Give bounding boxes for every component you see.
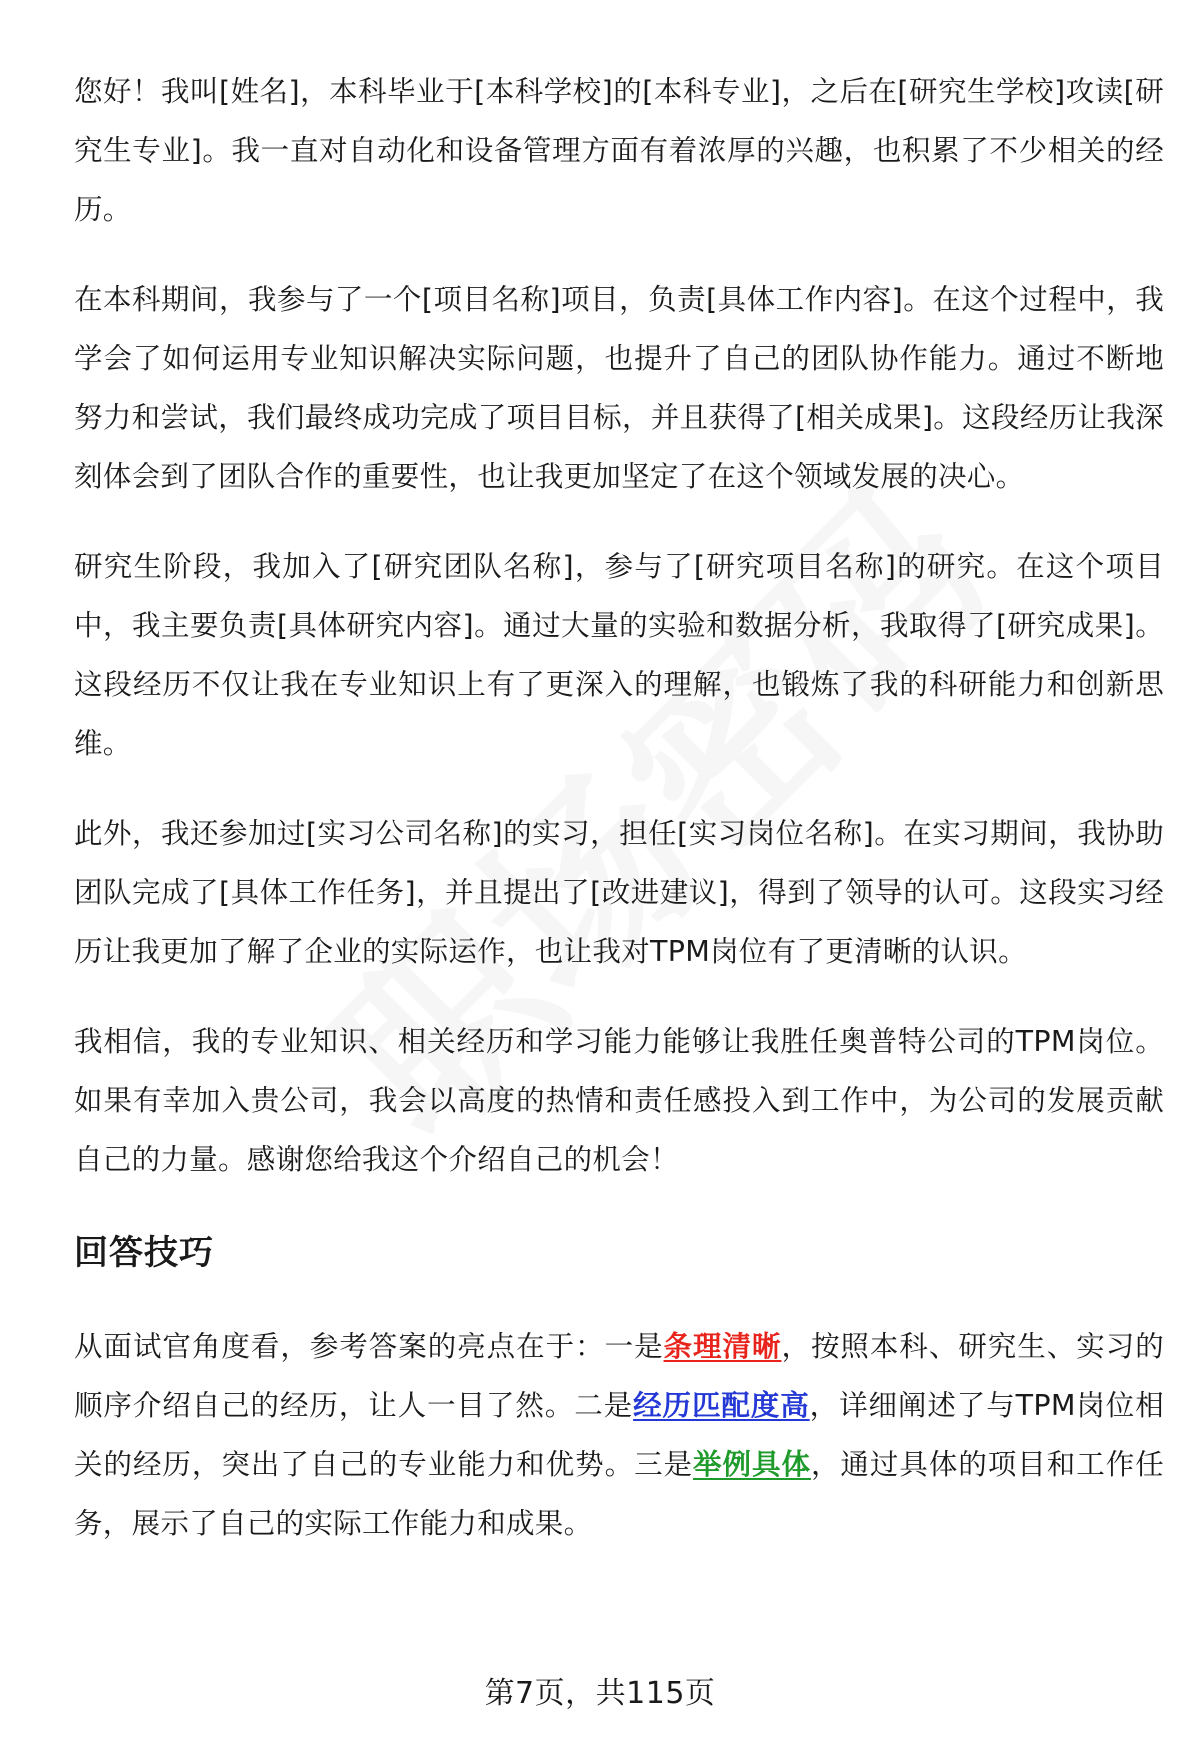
tips-text-4: ，通过具体的项目和工作任务，展示了自己的实际工作能力和成果。 (74, 1448, 1165, 1540)
paragraph-undergrad: 在本科期间，我参与了一个[项目名称]项目，负责[具体工作内容]。在这个过程中，我学会了如何运用专业知识解决实际问题，也提升了自己的团队协作能力。通过不断地努力和尝试，我们最终成功完成了项目目标，并且获得了[相关成果]。这段经历让我深刻体会到了团队合作的重要性，也让我更加坚定了在这个领域发展的决心。 (74, 283, 1164, 493)
tips-text-3: ，详细阐述了与TPM岗位相关的经历，突出了自己的专业能力和优势。三是 (74, 1389, 1164, 1481)
highlight-experience-match: 经历匹配度高 (633, 1389, 810, 1422)
paragraph-intro: 您好！我叫[姓名]，本科毕业于[本科学校]的[本科专业]，之后在[研究生学校]攻读[研究生专业]。我一直对自动化和设备管理方面有着浓厚的兴趣，也积累了不少相关的经历。 (74, 75, 1164, 226)
paragraph-internship: 此外，我还参加过[实习公司名称]的实习，担任[实习岗位名称]。在实习期间，我协助团队完成了[具体工作任务]，并且提出了[改进建议]，得到了领导的认可。这段实习经历让我更加了解了企业的实际运作，也让我对TPM岗位有了更清晰的认识。 (74, 817, 1164, 968)
highlight-clear-structure: 条理清晰 (663, 1330, 782, 1363)
document-body (74, 62, 1164, 1553)
page-number: 第7页，共115页 (484, 1676, 716, 1711)
paragraph-graduate: 研究生阶段，我加入了[研究团队名称]，参与了[研究项目名称]的研究。在这个项目中，我主要负责[具体研究内容]。通过大量的实验和数据分析，我取得了[研究成果]。这段经历不仅让我在专业知识上有了更深入的理解，也锻炼了我的科研能力和创新思维。 (74, 550, 1164, 760)
tips-paragraph (74, 1317, 1164, 1553)
tips-text-2: ，按照本科、研究生、实习的顺序介绍自己的经历，让人一目了然。二是 (74, 1330, 1164, 1422)
tips-text-1: 从面试官角度看，参考答案的亮点在于：一是 (74, 1330, 664, 1363)
section-heading: 回答技巧 (74, 1233, 214, 1273)
highlight-concrete-examples: 举例具体 (693, 1448, 811, 1481)
paragraph-closing: 我相信，我的专业知识、相关经历和学习能力能够让我胜任奥普特公司的TPM岗位。如果有幸加入贵公司，我会以高度的热情和责任感投入到工作中，为公司的发展贡献自己的力量。感谢您给我这个介绍自己的机会！ (74, 1025, 1164, 1176)
